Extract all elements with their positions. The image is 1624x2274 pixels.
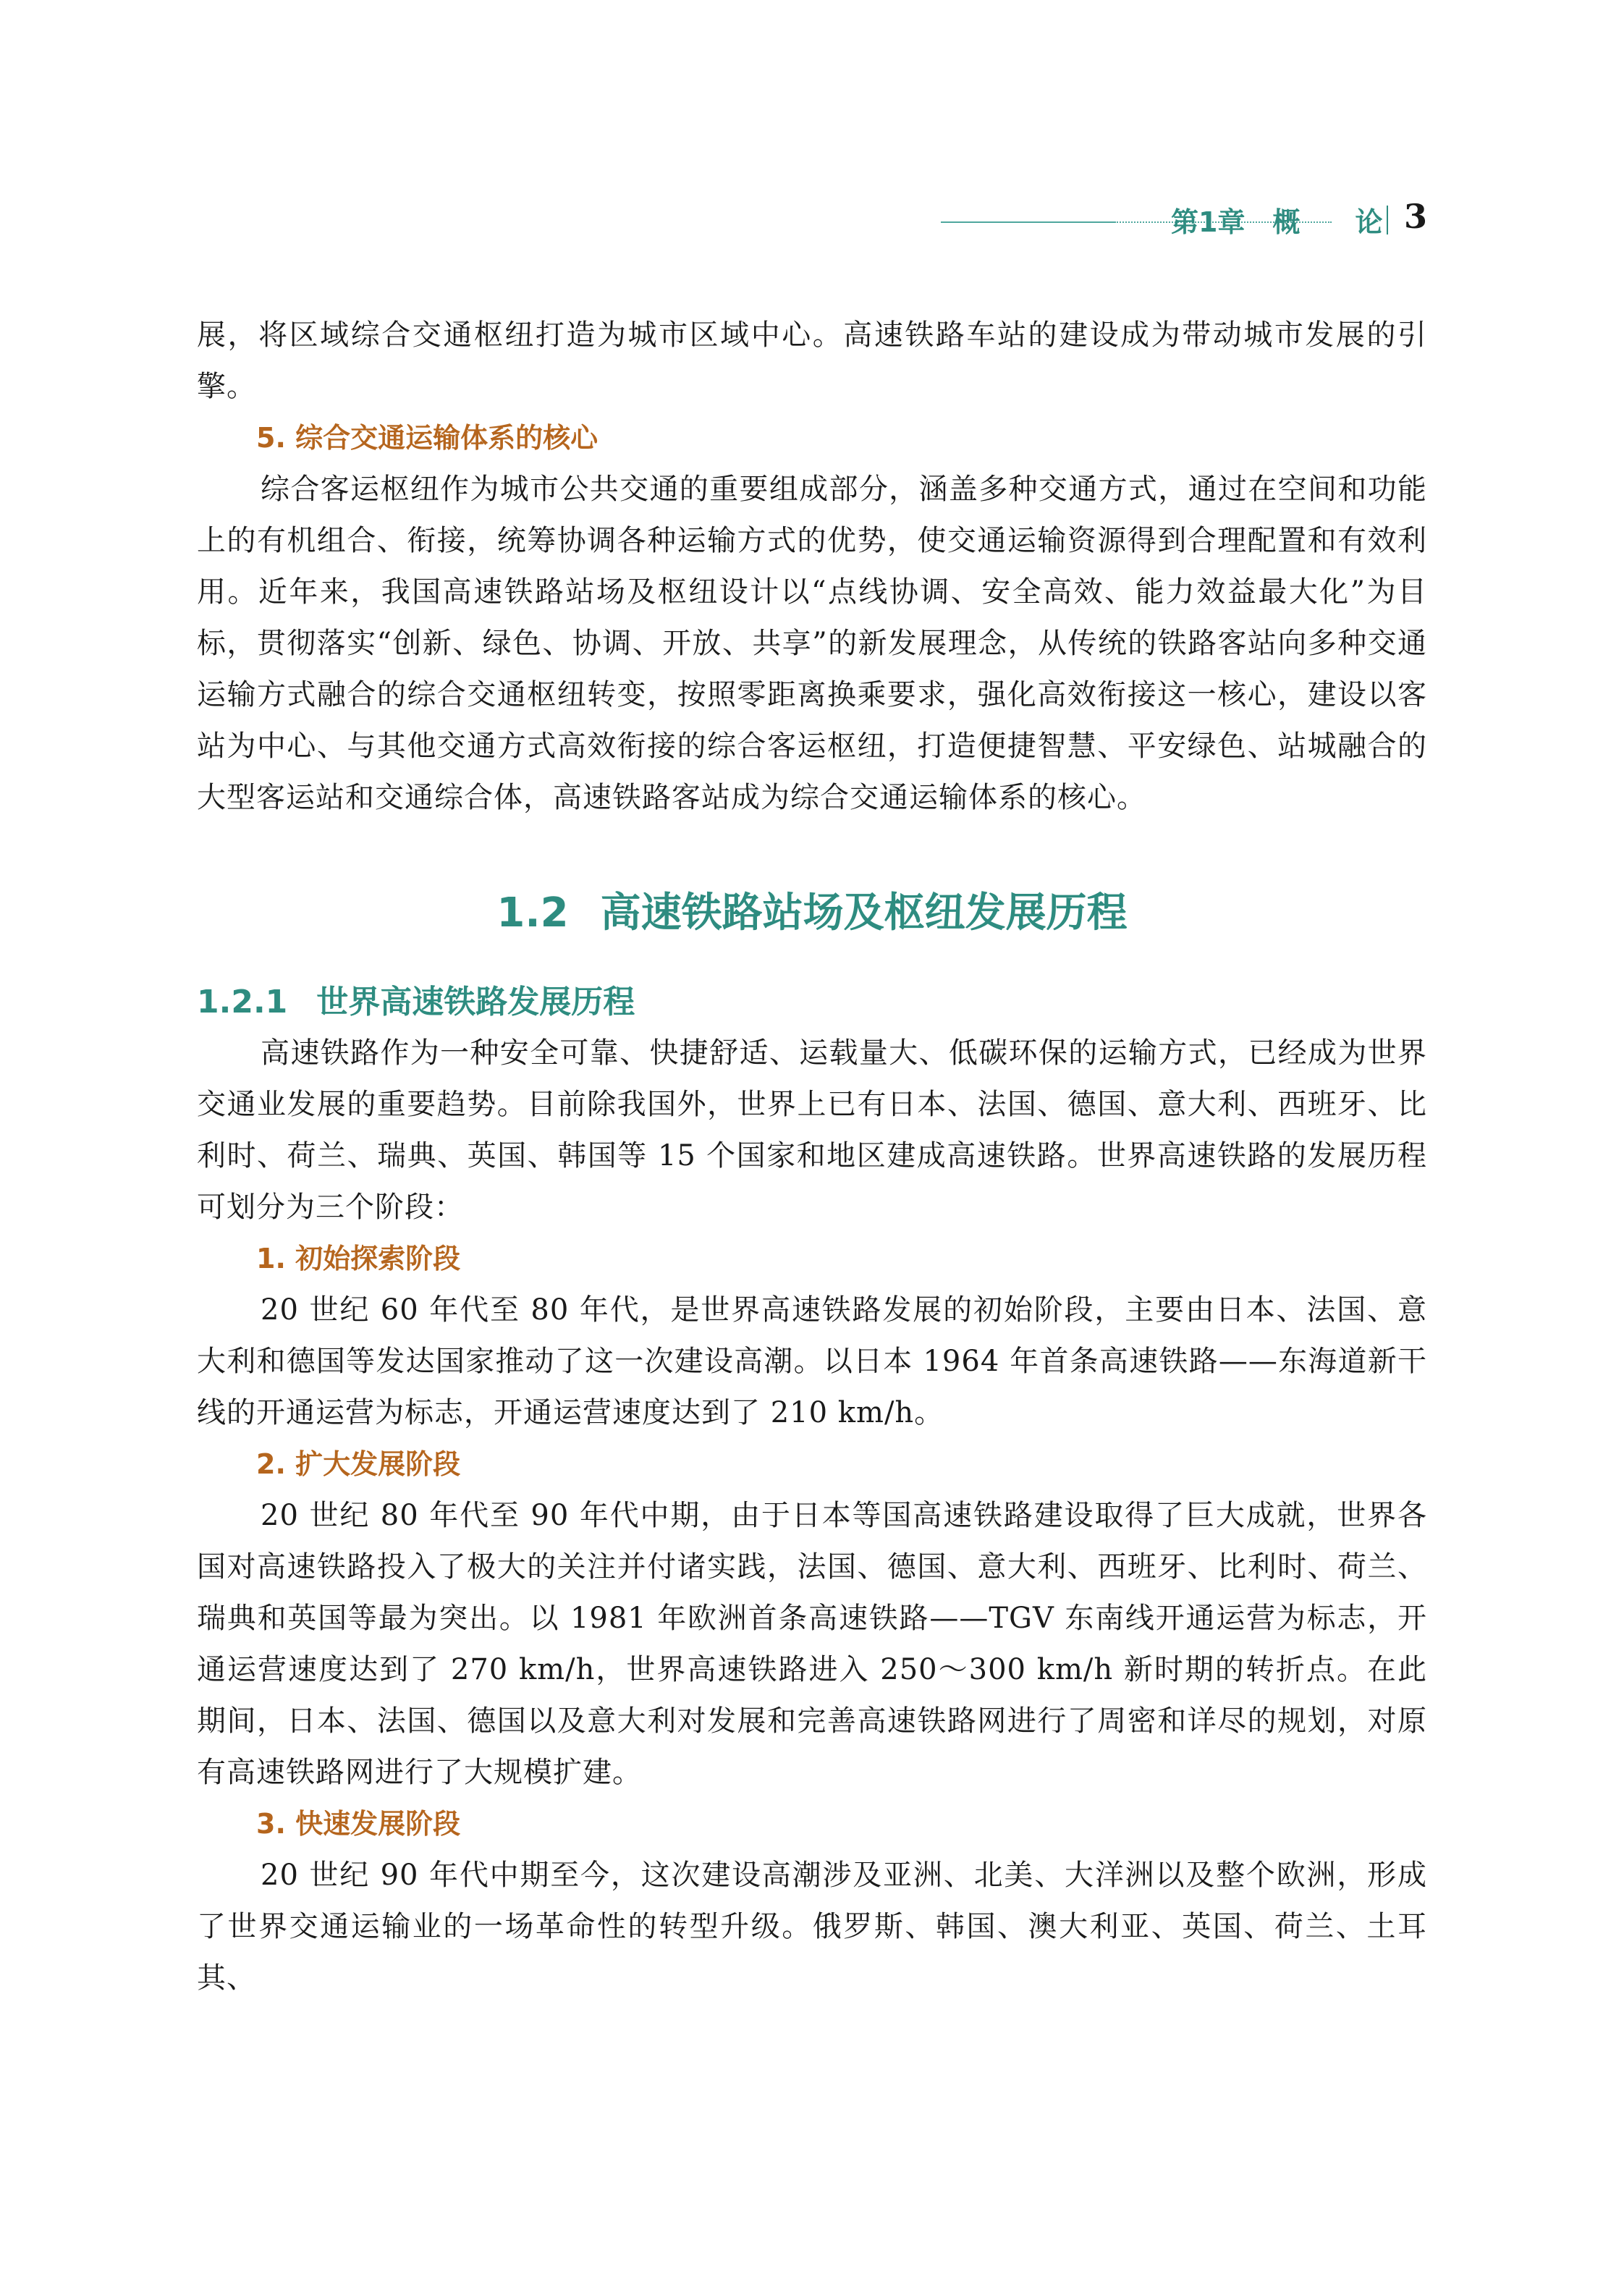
chapter-title: 第1章 概 论	[1171, 206, 1383, 238]
heading-stage-1: 1. 初始探索阶段	[256, 1243, 461, 1275]
section-title: 高速铁路站场及枢纽发展历程	[600, 889, 1128, 937]
heading-stage-3: 3. 快速发展阶段	[256, 1808, 461, 1840]
running-header	[941, 197, 1447, 243]
page-number: 3	[1404, 197, 1428, 236]
paragraph-continued: 展，将区域综合交通枢纽打造为城市区域中心。高速铁路车站的建设成为带动城市发展的引擎。	[197, 318, 1427, 403]
paragraph-stage-2: 20 世纪 80 年代至 90 年代中期，由于日本等国高速铁路建设取得了巨大成就，世界各国对高速铁路投入了极大的关注并付诸实践，法国、德国、意大利、西班牙、比利时、荷兰、瑞典和英国等最为突出。以 1981 年欧洲首条高速铁路——TGV 东南线开通运营为标志，开通运营速度达到了 270 km/h，世界高速铁路进入 250～300 km/h 新时期的转折点。在此期间，日本、法国、德国以及意大利对发展和完善高速铁路网进行了周密和详尽的规划，对原有高速铁路网进行了大规模扩建。	[197, 1499, 1427, 1789]
paragraph-hub-core: 综合客运枢纽作为城市公共交通的重要组成部分，涵盖多种交通方式，通过在空间和功能上的有机组合、衔接，统筹协调各种运输方式的优势，使交通运输资源得到合理配置和有效利用。近年来，我国高速铁路站场及枢纽设计以“点线协调、安全高效、能力效益最大化”为目标，贯彻落实“创新、绿色、协调、开放、共享”的新发展理念，从传统的铁路客站向多种交通运输方式融合的综合交通枢纽转变，按照零距离换乘要求，强化高效衔接这一核心，建设以客站为中心、与其他交通方式高效衔接的综合客运枢纽，打造便捷智慧、平安绿色、站城融合的大型客运站和交通综合体，高速铁路客站成为综合交通运输体系的核心。	[197, 473, 1427, 814]
header-separator	[1387, 206, 1388, 234]
subsection-heading	[197, 977, 1427, 1028]
heading-stage-2: 2. 扩大发展阶段	[256, 1448, 461, 1480]
paragraph-intro: 高速铁路作为一种安全可靠、快捷舒适、运载量大、低碳环保的运输方式，已经成为世界交通业发展的重要趋势。目前除我国外，世界上已有日本、法国、德国、意大利、西班牙、比利时、荷兰、瑞典、英国、韩国等 15 个国家和地区建成高速铁路。世界高速铁路的发展历程可划分为三个阶段：	[197, 1036, 1427, 1224]
paragraph-stage-1: 20 世纪 60 年代至 80 年代，是世界高速铁路发展的初始阶段，主要由日本、法国、意大利和德国等发达国家推动了这一次建设高潮。以日本 1964 年首条高速铁路——东海道新干线的开通运营为标志，开通运营速度达到了 210 km/h。	[197, 1293, 1427, 1429]
section-number: 1.2	[496, 889, 569, 937]
subsection-number: 1.2.1	[197, 984, 288, 1020]
header-rule	[941, 221, 1115, 223]
subsection-title: 世界高速铁路发展历程	[316, 984, 635, 1020]
heading-comprehensive-core: 5. 综合交通运输体系的核心	[256, 422, 599, 454]
page-body	[197, 310, 1427, 2004]
paragraph-stage-3: 20 世纪 90 年代中期至今，这次建设高潮涉及亚洲、北美、大洋洲以及整个欧洲，形成了世界交通运输业的一场革命性的转型升级。俄罗斯、韩国、澳大利亚、英国、荷兰、土耳其、	[197, 1859, 1427, 1995]
section-heading	[197, 884, 1427, 942]
